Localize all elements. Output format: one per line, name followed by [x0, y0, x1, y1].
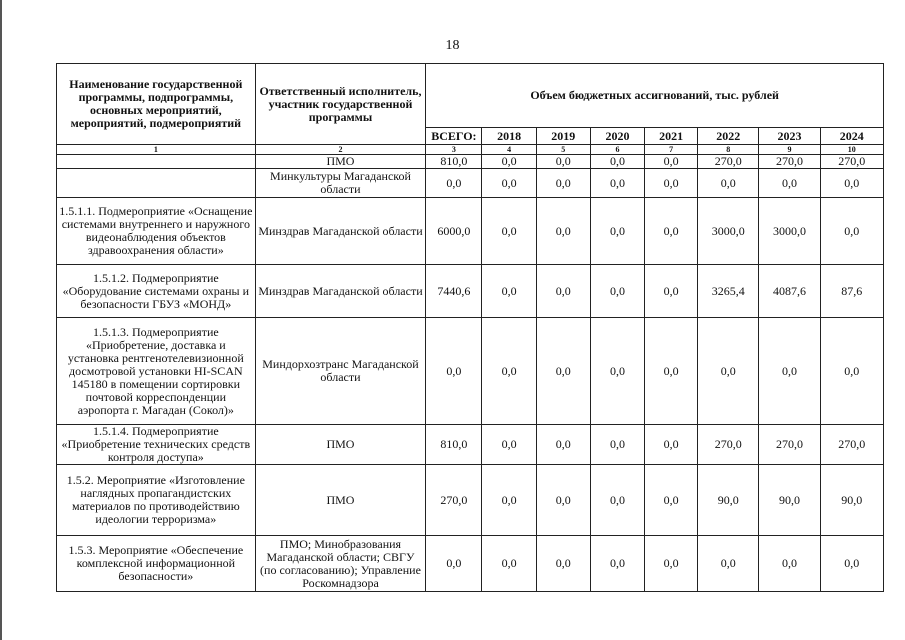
table-row: [57, 465, 884, 536]
column-number-cell: 4: [482, 145, 536, 155]
row-value-cell: 0,0: [590, 265, 644, 318]
table-row: [57, 425, 884, 465]
header-year-cell: 2019: [536, 128, 590, 145]
row-name-cell: 1.5.1.3. Подмероприятие «Приобретение, доставка и установка рентгенотелевизионной досмотровой установки HI-SCAN 145180 в помещении сортировки почтовой корреспонденции аэропорта г. Магадан (Сокол)»: [57, 318, 256, 425]
table-row: [57, 318, 884, 425]
column-numbers-row: [57, 145, 884, 155]
table-row: [57, 265, 884, 318]
column-number-cell: 10: [820, 145, 883, 155]
row-name-cell: [57, 169, 256, 198]
row-value-cell: 0,0: [482, 536, 536, 592]
row-value-cell: 0,0: [536, 155, 590, 169]
row-value-cell: 0,0: [759, 169, 820, 198]
row-name-cell: 1.5.2. Мероприятие «Изготовление наглядных пропагандистских материалов по противодействию идеологии терроризма»: [57, 465, 256, 536]
row-value-cell: 3265,4: [698, 265, 759, 318]
row-value-cell: 0,0: [536, 425, 590, 465]
row-name-cell: 1.5.1.2. Подмероприятие «Оборудование системами охраны и безопасности ГБУЗ «МОНД»: [57, 265, 256, 318]
row-executor-cell: Минздрав Магаданской области: [255, 198, 426, 265]
header-year-cell: 2021: [645, 128, 698, 145]
header-year-cell: 2020: [590, 128, 644, 145]
row-value-cell: 0,0: [536, 465, 590, 536]
table-row: [57, 198, 884, 265]
row-value-cell: 270,0: [759, 425, 820, 465]
row-value-cell: 0,0: [426, 536, 482, 592]
header-budget-column: Объем бюджетных ассигнований, тыс. рублей: [426, 64, 884, 128]
table-row: [57, 169, 884, 198]
column-number-cell: 9: [759, 145, 820, 155]
header-year-cell: 2022: [698, 128, 759, 145]
row-value-cell: 270,0: [698, 425, 759, 465]
row-value-cell: 0,0: [590, 155, 644, 169]
row-value-cell: 0,0: [590, 536, 644, 592]
row-value-cell: 0,0: [536, 265, 590, 318]
row-value-cell: 0,0: [645, 425, 698, 465]
row-value-cell: 0,0: [645, 265, 698, 318]
row-value-cell: 0,0: [645, 169, 698, 198]
row-value-cell: 0,0: [645, 465, 698, 536]
row-executor-cell: ПМО; Минобразования Магаданской области; СВГУ (по согласованию); Управление Роскомнадзора: [255, 536, 426, 592]
row-value-cell: 0,0: [759, 318, 820, 425]
row-value-cell: 270,0: [759, 155, 820, 169]
row-value-cell: 0,0: [645, 318, 698, 425]
row-executor-cell: Минкультуры Магаданской области: [255, 169, 426, 198]
row-executor-cell: ПМО: [255, 465, 426, 536]
row-name-cell: 1.5.1.4. Подмероприятие «Приобретение технических средств контроля доступа»: [57, 425, 256, 465]
row-value-cell: 0,0: [482, 425, 536, 465]
row-value-cell: 0,0: [536, 318, 590, 425]
row-value-cell: 3000,0: [698, 198, 759, 265]
header-year-cell: 2024: [820, 128, 883, 145]
column-number-cell: 2: [255, 145, 426, 155]
column-number-cell: 7: [645, 145, 698, 155]
row-value-cell: 0,0: [426, 169, 482, 198]
row-value-cell: 6000,0: [426, 198, 482, 265]
row-value-cell: 0,0: [590, 169, 644, 198]
column-number-cell: 6: [590, 145, 644, 155]
budget-table: [56, 63, 884, 592]
row-value-cell: 4087,6: [759, 265, 820, 318]
row-value-cell: 0,0: [482, 318, 536, 425]
row-executor-cell: ПМО: [255, 155, 426, 169]
row-value-cell: 7440,6: [426, 265, 482, 318]
row-value-cell: 810,0: [426, 155, 482, 169]
row-value-cell: 0,0: [590, 318, 644, 425]
row-value-cell: 90,0: [759, 465, 820, 536]
row-value-cell: 0,0: [820, 536, 883, 592]
row-value-cell: 0,0: [820, 169, 883, 198]
row-value-cell: 90,0: [820, 465, 883, 536]
table-row: [57, 155, 884, 169]
row-value-cell: 0,0: [698, 536, 759, 592]
row-value-cell: 0,0: [482, 265, 536, 318]
row-value-cell: 0,0: [536, 198, 590, 265]
row-executor-cell: ПМО: [255, 425, 426, 465]
header-year-cell: 2023: [759, 128, 820, 145]
row-name-cell: [57, 155, 256, 169]
row-value-cell: 0,0: [536, 169, 590, 198]
row-value-cell: 0,0: [645, 198, 698, 265]
table-row: [57, 536, 884, 592]
row-value-cell: 270,0: [698, 155, 759, 169]
header-executor-column: Ответственный исполнитель, участник государственной программы: [255, 64, 426, 145]
header-year-cell: 2018: [482, 128, 536, 145]
row-value-cell: 0,0: [482, 465, 536, 536]
row-name-cell: 1.5.1.1. Подмероприятие «Оснащение системами внутреннего и наружного видеонаблюдения объектов здравоохранения области»: [57, 198, 256, 265]
row-value-cell: 0,0: [482, 198, 536, 265]
row-executor-cell: Миндорхозтранс Магаданской области: [255, 318, 426, 425]
column-number-cell: 8: [698, 145, 759, 155]
header-name-column: Наименование государственной программы, подпрограммы, основных мероприятий, мероприятий, подмероприятий: [57, 64, 256, 145]
row-executor-cell: Минздрав Магаданской области: [255, 265, 426, 318]
row-value-cell: 0,0: [426, 318, 482, 425]
row-value-cell: 0,0: [645, 155, 698, 169]
row-value-cell: 87,6: [820, 265, 883, 318]
header-year-cell: ВСЕГО:: [426, 128, 482, 145]
row-value-cell: 0,0: [482, 155, 536, 169]
row-value-cell: 0,0: [759, 536, 820, 592]
row-value-cell: 810,0: [426, 425, 482, 465]
row-value-cell: 0,0: [645, 536, 698, 592]
row-value-cell: 90,0: [698, 465, 759, 536]
row-value-cell: 0,0: [820, 318, 883, 425]
row-value-cell: 0,0: [536, 536, 590, 592]
row-value-cell: 0,0: [820, 198, 883, 265]
row-value-cell: 0,0: [590, 425, 644, 465]
row-value-cell: 270,0: [426, 465, 482, 536]
row-value-cell: 0,0: [698, 169, 759, 198]
row-value-cell: 0,0: [590, 465, 644, 536]
row-value-cell: 270,0: [820, 155, 883, 169]
row-name-cell: 1.5.3. Мероприятие «Обеспечение комплексной информационной безопасности»: [57, 536, 256, 592]
row-value-cell: 0,0: [482, 169, 536, 198]
column-number-cell: 3: [426, 145, 482, 155]
row-value-cell: 270,0: [820, 425, 883, 465]
page-number: 18: [445, 38, 460, 53]
row-value-cell: 0,0: [698, 318, 759, 425]
column-number-cell: 5: [536, 145, 590, 155]
table-header-row: [57, 64, 884, 128]
row-value-cell: 3000,0: [759, 198, 820, 265]
column-number-cell: 1: [57, 145, 256, 155]
table-body: [57, 64, 884, 592]
row-value-cell: 0,0: [590, 198, 644, 265]
page-edge-line: [0, 0, 2, 640]
